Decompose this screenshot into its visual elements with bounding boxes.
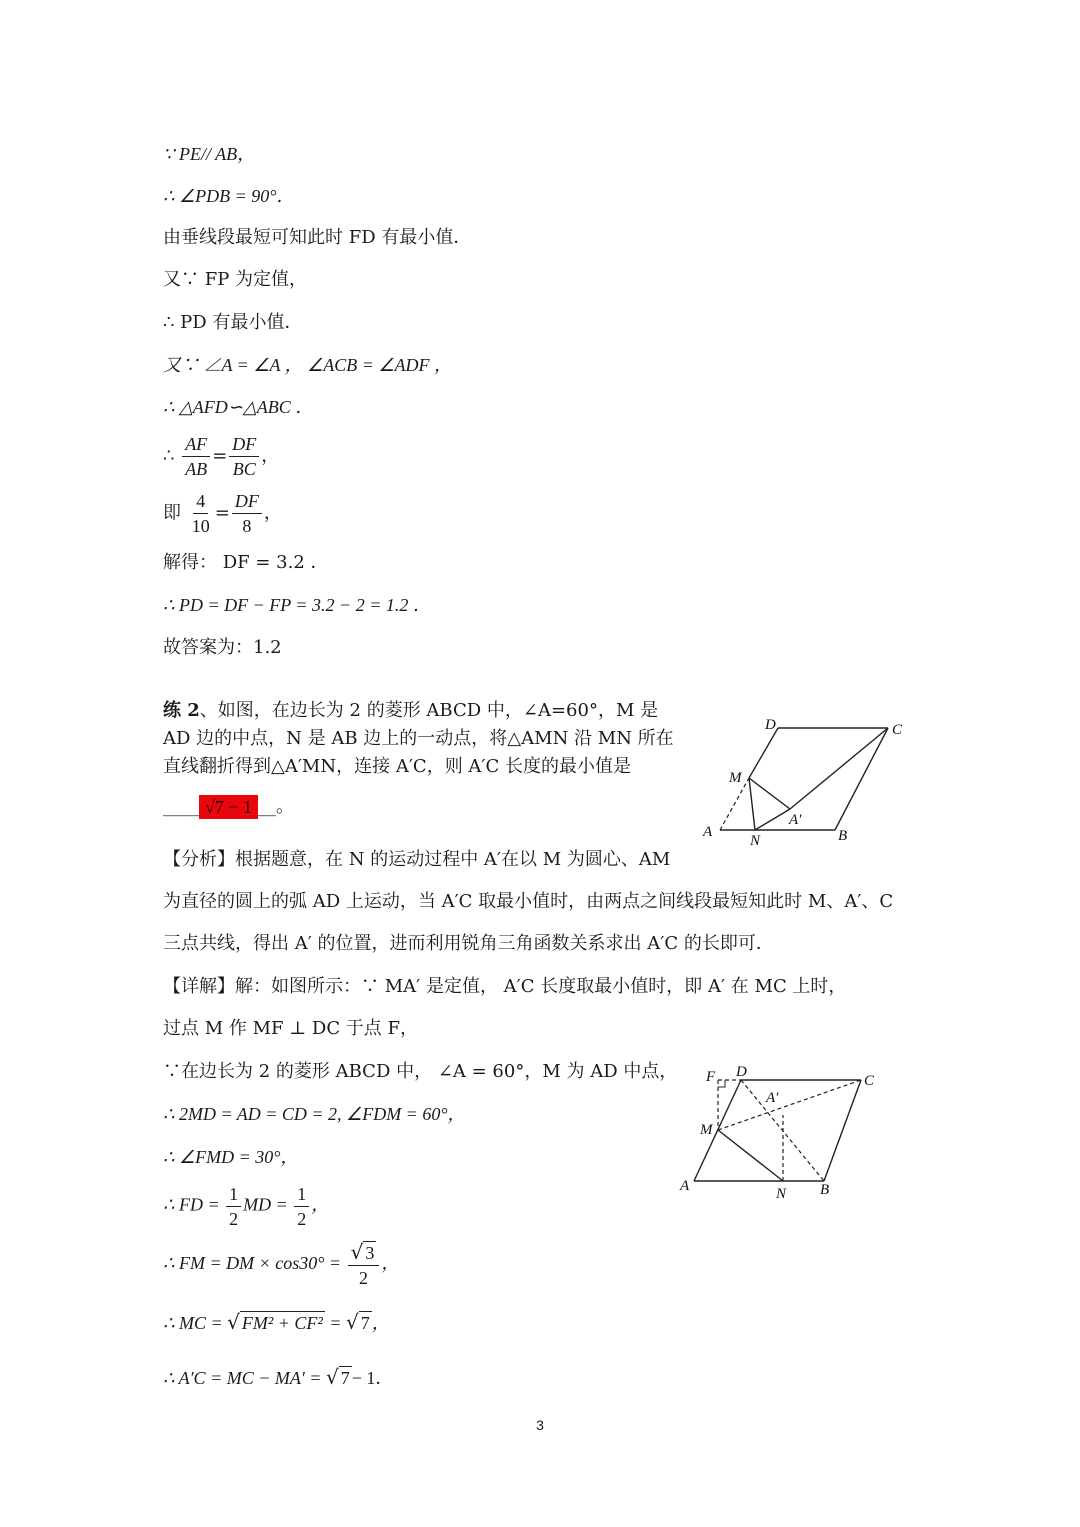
line-similar-triangles: ∴ △AFD∽△ABC ．: [163, 397, 314, 417]
sqrt-icon: √: [227, 1310, 240, 1334]
denominator: 8: [242, 516, 252, 536]
line-shortest-perpendicular: 由垂线段最短可知此时 FD 有最小值．: [163, 227, 472, 248]
equals: =: [329, 1313, 342, 1333]
dashed-mc: [718, 1080, 861, 1130]
denominator: AB: [185, 459, 208, 479]
fraction-df-8: [232, 489, 262, 538]
numerator: 1: [294, 1182, 309, 1207]
segment-mn: [718, 1130, 783, 1181]
side-bc: [824, 1080, 861, 1181]
numerator: AF: [182, 432, 210, 457]
radicand: FM² + CF²: [241, 1313, 323, 1333]
line-pd-minimum: ∴ PD 有最小值．: [163, 312, 303, 333]
label-d: D: [736, 1064, 747, 1080]
segment-a-prime-c: [790, 728, 888, 809]
analysis-line-1: [163, 848, 670, 872]
label-a: A: [680, 1178, 690, 1194]
detail-line-3: ∵在边长为 2 的菱形 ABCD 中， ∠A = 60°，M 为 AD 中点，: [163, 1061, 678, 1082]
blank-right: __。: [258, 796, 295, 817]
comma: ，: [311, 1194, 330, 1215]
segment-ma-prime: [749, 778, 790, 809]
detail-line-4: ∴ 2MD = AD = CD = 2, ∠FDM = 60°，: [163, 1104, 466, 1124]
fraction-df-bc: [229, 432, 259, 481]
side-bc: [835, 728, 888, 830]
sqrt-icon: √: [350, 1240, 364, 1264]
denominator: BC: [232, 459, 256, 479]
detail-line-5: ∴ ∠FMD = 30°，: [163, 1147, 299, 1167]
radicand: 7: [340, 1368, 350, 1388]
comma: ，: [371, 1313, 390, 1333]
label-a: A: [703, 824, 713, 840]
detail-line-mc: [163, 1310, 390, 1335]
detail-line-fm: [163, 1240, 399, 1290]
rhombus-figure-1: [695, 712, 915, 852]
label-a-prime: A′: [789, 812, 802, 828]
numerator: DF: [232, 489, 262, 514]
label-c: C: [864, 1073, 875, 1089]
label-a-prime: A′: [766, 1090, 779, 1106]
line-angle-pdb: ∴ ∠PDB = 90°．: [163, 186, 295, 206]
sqrt-icon: √: [345, 1310, 359, 1334]
line-pe-parallel-ab: ∵ PE// AB，: [163, 144, 256, 164]
numerator: 4: [193, 489, 208, 514]
md-equals: MD =: [243, 1194, 288, 1215]
detail-line-a-prime-c: [163, 1365, 393, 1390]
right-angle-mark: [718, 1080, 725, 1087]
line-angle-equalities: 又∵ ∠A = ∠A ， ∠ACB = ∠ADF ，: [163, 355, 453, 375]
line-ratio-equation: ∴ $\frac{AF}{AB}$ = $\frac{DF}{BC}$ ，: [163, 434, 280, 479]
line-final-answer: 故答案为：1.2: [163, 637, 282, 658]
fraction-4-10: [189, 489, 213, 538]
label-n: N: [776, 1186, 787, 1202]
fraction-sqrt3-over-2: [348, 1240, 380, 1290]
exercise-text: 、如图，在边长为 2 的菱形 ABCD 中，∠A=60°，M 是 AD 边的中点，N 是 AB 边上的一动点，将△AMN 沿 MN 所在直线翻折得到△A′MN，连接 A′C，则 A′C 长度的最小值是: [163, 700, 674, 777]
fraction-half-2: [294, 1182, 309, 1231]
line-solve-df: 解得： DF = 3.2 ．: [163, 552, 329, 573]
numerator: [348, 1240, 380, 1266]
fd-prefix: ∴ FD =: [163, 1194, 220, 1215]
denominator: 2: [229, 1209, 239, 1229]
detail-line-1: [163, 975, 846, 999]
rhombus-figure-2: [678, 1060, 898, 1205]
label-m: M: [729, 770, 742, 786]
exercise-2-statement: [163, 697, 688, 781]
line-pd-result: ∴ PD = DF − FP = 3.2 − 2 = 1.2 ．: [163, 595, 431, 615]
detail-text-1: 解：如图所示：∵ MA′ 是定值， A′C 长度取最小值时，即 A′ 在 MC 上时，: [235, 976, 847, 997]
exercise-label: 练 2: [163, 700, 200, 721]
line-ratio-substitution: 即 $\frac{4}{10}$ = $\frac{DF}{8}$ ，: [163, 491, 282, 536]
label-n: N: [750, 833, 761, 849]
analysis-text-1: 根据题意，在 N 的运动过程中 A′在以 M 为圆心、AM: [235, 849, 671, 870]
segment-na-prime: [755, 809, 790, 830]
label-f: F: [706, 1069, 716, 1085]
blank-left: ____: [163, 796, 199, 817]
comma: ，: [263, 502, 282, 524]
denominator: 2: [297, 1209, 307, 1229]
radicand: 3: [365, 1243, 375, 1263]
sqrt-icon: √: [325, 1365, 339, 1389]
fraction-af-ab: [182, 432, 210, 481]
label-d: D: [765, 717, 776, 733]
line-fp-fixed: 又∵ FP 为定值，: [163, 269, 308, 290]
analysis-label: 【分析】: [163, 849, 235, 870]
detail-line-fd: [163, 1182, 329, 1231]
segment-mn: [749, 778, 755, 830]
fm-prefix: ∴ FM = DM × cos30° =: [163, 1253, 342, 1274]
label-c: C: [892, 722, 903, 738]
label-b: B: [838, 828, 848, 844]
denominator: 2: [358, 1268, 368, 1288]
side-dm: [749, 728, 778, 778]
numerator: DF: [229, 432, 259, 457]
page-number: 3: [536, 1417, 544, 1433]
ji-prefix: 即: [163, 502, 181, 524]
numerator: 1: [226, 1182, 241, 1207]
detail-label: 【详解】: [163, 976, 235, 997]
analysis-line-2: 为直径的圆上的弧 AD 上运动，当 A′C 取最小值时，由两点之间线段最短知此时 M、A′、C: [163, 891, 894, 912]
therefore-symbol: ∴: [163, 445, 175, 467]
minus-one: − 1．: [351, 1368, 394, 1388]
label-m: M: [700, 1122, 713, 1138]
denominator: 10: [191, 516, 210, 536]
mc-prefix: ∴ MC =: [163, 1313, 223, 1333]
label-b: B: [820, 1182, 830, 1198]
comma: ，: [381, 1253, 400, 1274]
radicand: 7: [360, 1313, 370, 1333]
analysis-line-3: 三点共线，得出 A′ 的位置，进而利用锐角三角函数关系求出 A′C 的长即可．: [163, 933, 774, 954]
detail-line-2: 过点 M 作 MF ⊥ DC 于点 F，: [163, 1018, 419, 1039]
exercise-answer-line: [163, 795, 294, 819]
fraction-half-1: [226, 1182, 241, 1231]
a-prime-c-prefix: ∴ A′C = MC − MA′ =: [163, 1368, 322, 1388]
comma: ，: [261, 445, 280, 467]
answer-highlight: √7 − 1: [199, 795, 258, 819]
